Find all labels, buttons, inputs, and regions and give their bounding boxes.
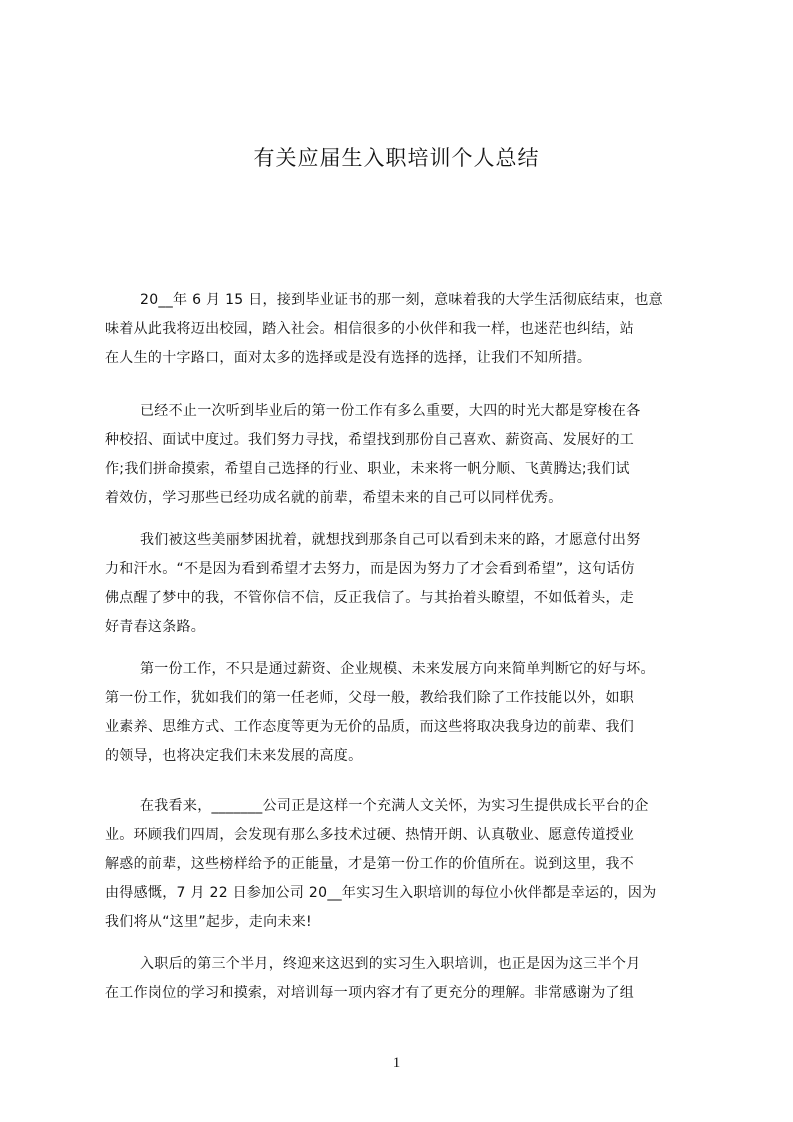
text-line: 的领导，也将决定我们未来发展的高度。 (105, 748, 363, 764)
text-line: 业素养、思维方式、工作态度等更为无价的品质，而这些将取决我身边的前辈、我们 (105, 719, 635, 735)
paragraph (105, 655, 700, 771)
text-line: 入职后的第三个半月，终迎来这迟到的实习生入职培训，也正是因为这三半个月 (140, 956, 641, 972)
text-line: 我们将从“这里”起步，走向未来! (105, 914, 312, 930)
paragraph (105, 526, 700, 642)
page-number: 1 (392, 1055, 401, 1071)
text-line: 业。环顾我们四周，会发现有那么多技术过硬、热情开朗、认真敬业、愿意传道授业 (105, 827, 635, 843)
text-line: 20__年 6 月 15 日，接到毕业证书的那一刻，意味着我的大学生活彻底结束，也意 (140, 292, 663, 308)
document-title: 有关应届生入职培训个人总结 (253, 146, 540, 170)
text-line: 我们被这些美丽梦困扰着，就想找到那条自己可以看到未来的路，才愿意付出努 (140, 532, 641, 548)
paragraph (105, 950, 700, 1008)
paragraph (105, 792, 700, 937)
text-line: 着效仿，学习那些已经功成名就的前辈，希望未来的自己可以同样优秀。 (105, 490, 563, 506)
text-line: 作;我们拼命摸索，希望自己选择的行业、职业，未来将一帆分顺、飞黄腾达;我们试 (105, 461, 630, 477)
paragraph (105, 397, 700, 513)
text-line: 在人生的十字路口，面对太多的选择或是没有选择的选择，让我们不知所措。 (105, 350, 592, 366)
text-line: 种校招、面试中度过。我们努力寻找，希望找到那份自己喜欢、薪资高、发展好的工 (105, 432, 635, 448)
text-line: 解惑的前辈，这些榜样给予的正能量，才是第一份工作的价值所在。说到这里，我不 (105, 856, 635, 872)
text-line: 第一份工作，犹如我们的第一任老师，父母一般，教给我们除了工作技能以外，如职 (105, 690, 635, 706)
text-line: 在我看来，_______公司正是这样一个充满人文关怀，为实习生提供成长平台的企 (140, 798, 649, 814)
text-line: 由得感慨，7 月 22 日参加公司 20__年实习生入职培训的每位小伙伴都是幸运的，因为 (105, 885, 657, 901)
text-line: 佛点醒了梦中的我，不管你信不信，反正我信了。与其抬着头瞭望，不如低着头，走 (105, 590, 635, 606)
text-line: 好青春这条路。 (105, 619, 206, 635)
text-line: 力和汗水。“不是因为看到希望才去努力，而是因为努力了才会看到希望”，这句话仿 (105, 561, 635, 577)
text-line: 在工作岗位的学习和摸索，对培训每一项内容才有了更充分的理解。非常感谢为了组 (105, 985, 635, 1001)
text-line: 第一份工作，不只是通过薪资、企业规模、未来发展方向来简单判断它的好与坏。 (140, 661, 655, 677)
paragraph (105, 286, 700, 373)
text-line: 味着从此我将迈出校园，踏入社会。相信很多的小伙伴和我一样，也迷茫也纠结，站 (105, 321, 635, 337)
text-line: 已经不止一次听到毕业后的第一份工作有多么重要，大四的时光大都是穿梭在各 (140, 403, 641, 419)
